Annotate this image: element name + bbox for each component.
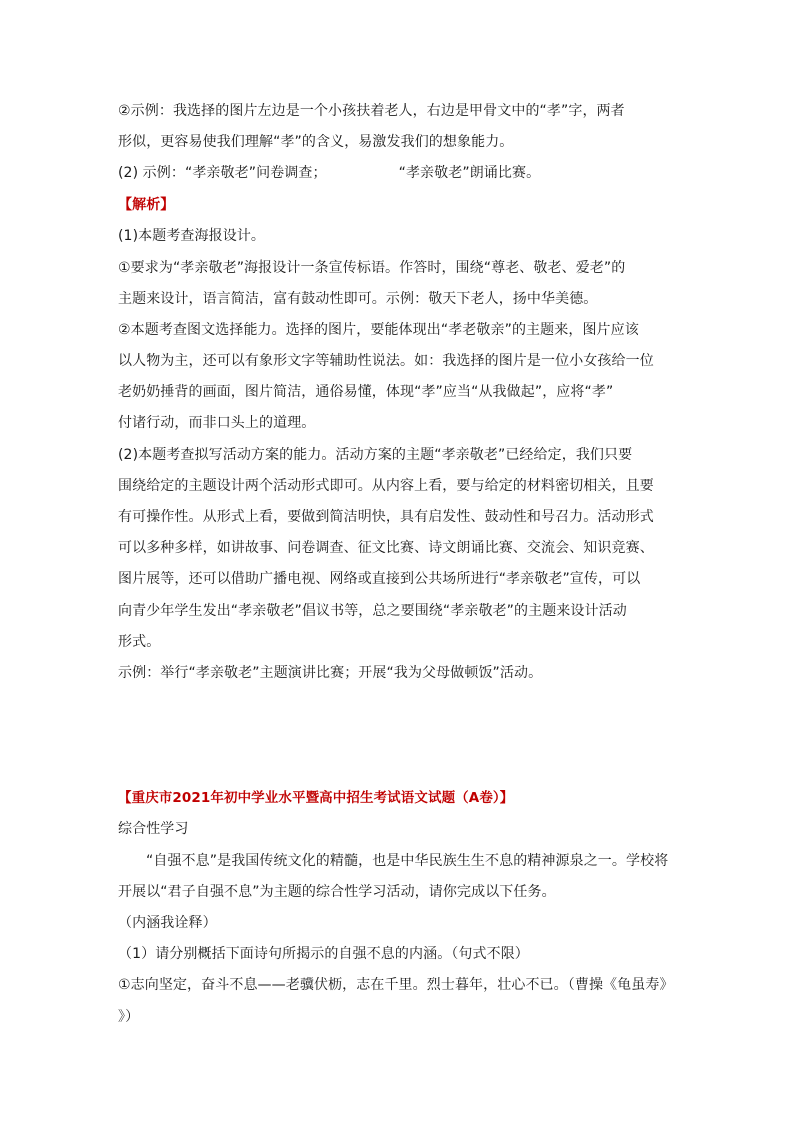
answer-line-3: [118, 163, 540, 183]
question-section: 综合性学习: [118, 821, 189, 837]
analysis-line: 主题来设计，语言简洁，富有鼓动性即可。示例：敬天下老人，扬中华美德。: [118, 291, 598, 307]
analysis-line: 有可操作性。从形式上看，要做到简洁明快，具有启发性、鼓动性和号召力。活动形式: [118, 509, 654, 525]
analysis-line: 老奶奶捶背的画面，图片简洁，通俗易懂，体现“孝”应当“从我做起”，应将“孝”: [118, 384, 614, 400]
question-1a-continued: 》）: [118, 1009, 140, 1025]
question-intro-1: “自强不息”是我国传统文化的精髓，也是中华民族生生不息的精神源泉之一。学校将: [146, 853, 669, 869]
analysis-line: 形式。: [118, 634, 161, 650]
answer-line-2: 形似，更容易使我们理解“孝”的含义，易激发我们的想象能力。: [118, 134, 514, 150]
answer-example-2: “孝亲敬老”朗诵比赛。: [398, 165, 541, 181]
analysis-line: ②本题考查图文选择能力。选择的图片，要能体现出“孝老敬亲”的主题来，图片应该: [118, 322, 639, 338]
analysis-line: 向青少年学生发出“孝亲敬老”倡议书等，总之要围绕“孝亲敬老”的主题来设计活动: [118, 603, 627, 619]
question-intro-2: 开展以“君子自强不息”为主题的综合性学习活动，请你完成以下任务。: [118, 884, 556, 900]
question-source: 【重庆市2021年初中学业水平暨高中招生考试语文试题（A卷）】: [118, 790, 514, 806]
answer-example-1: (2) 示例：“孝亲敬老”问卷调查；: [118, 165, 327, 181]
analysis-line: 可以多种多样，如讲故事、问卷调查、征文比赛、诗文朗诵比赛、交流会、知识竞赛、: [118, 540, 654, 556]
analysis-line: 图片展等，还可以借助广播电视、网络或直接到公共场所进行“孝亲敬老”宣传，可以: [118, 571, 641, 587]
analysis-line: ①要求为“孝亲敬老”海报设计一条宣传标语。作答时，围绕“尊老、敬老、爱老”的: [118, 260, 626, 276]
analysis-line: 示例：举行“孝亲敬老”主题演讲比赛；开展“我为父母做顿饭”活动。: [118, 665, 543, 681]
analysis-line: 以人物为主，还可以有象形文字等辅助性说法。如：我选择的图片是一位小女孩给一位: [118, 353, 654, 369]
analysis-line: (1)本题考查海报设计。: [118, 228, 266, 244]
analysis-heading: 【解析】: [118, 197, 175, 213]
analysis-line: 围绕给定的主题设计两个活动形式即可。从内容上看，要与给定的材料密切相关，且要: [118, 478, 654, 494]
analysis-line: 付诸行动，而非口头上的道理。: [118, 415, 316, 431]
answer-line-1: ②示例：我选择的图片左边是一个小孩扶着老人，右边是甲骨文中的“孝”字，两者: [118, 103, 625, 119]
question-1: （1）请分别概括下面诗句所揭示的自强不息的内涵。（句式不限）: [118, 946, 529, 962]
analysis-line: (2)本题考查拟写活动方案的能力。活动方案的主题“孝亲敬老”已经给定，我们只要: [118, 447, 633, 463]
question-1a: ①志向坚定，奋斗不息——老骥伏枥，志在千里。烈士暮年，壮心不已。（曹操《龟虽寿》: [118, 977, 674, 993]
question-task: （内涵我诠释）: [118, 915, 217, 931]
